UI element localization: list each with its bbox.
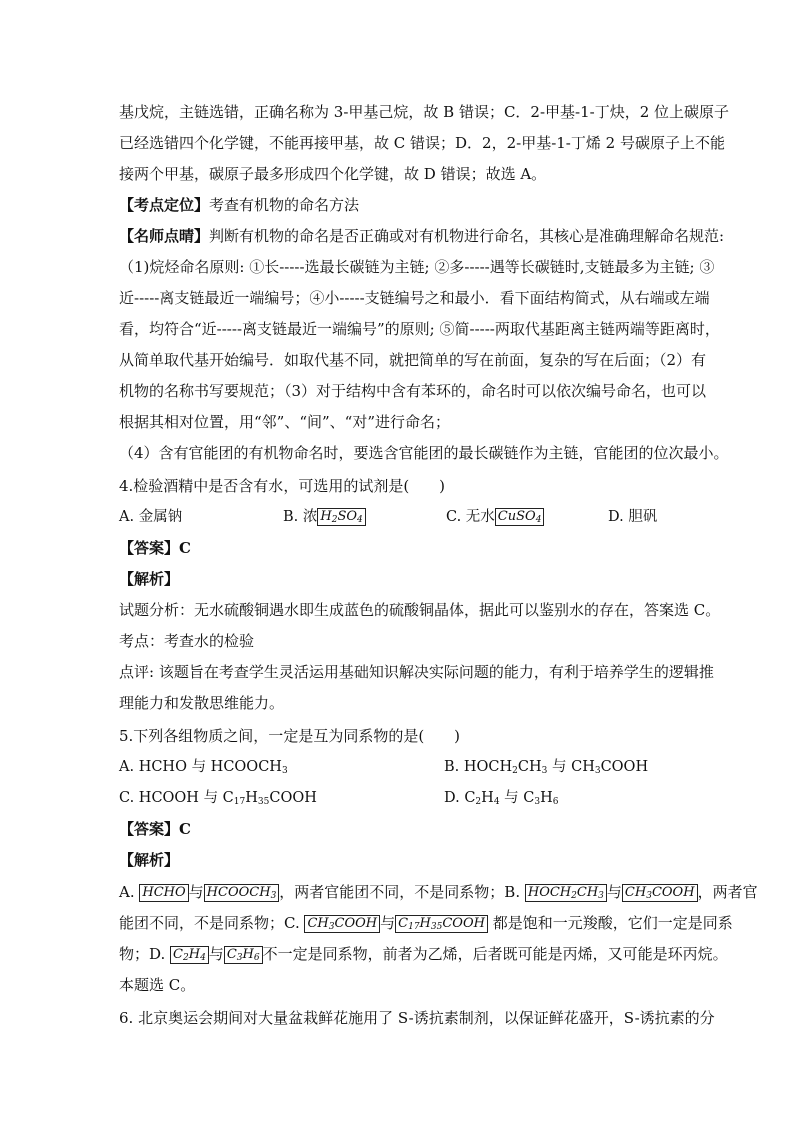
- q4-option-a: A. 金属钠: [119, 509, 183, 525]
- q5-option-d: D. $C_2H_4$ 与 $C_3H_6$: [444, 790, 559, 807]
- question-5-stem: 5.下列各组物质之间，一定是互为同系物的是( ): [119, 727, 461, 745]
- paragraph-line: 理能力和发散思维能力。: [119, 694, 285, 712]
- paragraph-line: 试题分析：无水硫酸铜遇水即生成蓝色的硫酸铜晶体，据此可以鉴别水的存在，答案选 C。: [119, 601, 721, 619]
- question-4-stem: 4.检验酒精中是否含有水，可选用的试剂是( ): [119, 477, 446, 495]
- paragraph-line: 物；D. $C_2H_4$ 与 $C_3H_6$ 不一定是同系物，前者为乙烯，后者既可能是丙烯，又可能是环丙烷。: [119, 945, 728, 963]
- paragraph-line: 根据其相对位置，用“邻”、“间”、“对”进行命名；: [119, 413, 451, 431]
- q4-option-b: B. 浓 $H_2SO_4$: [283, 507, 366, 527]
- paragraph-line: （4）含有官能团的有机物命名时，要选含官能团的最长碳链作为主链，官能团的位次最小。: [119, 444, 729, 462]
- q4-option-c: C. 无水 CuSO$_4$: [446, 507, 544, 527]
- analysis-label: 【解析】: [119, 570, 180, 588]
- paragraph-line: 能团不同，不是同系物；C. $CH_3COOH$ 与 $C_{17}H_{35}COOH$ 都是饱和一元羧酸，它们一定是同系: [119, 914, 733, 932]
- q5-option-b: B. $HOCH_2CH_3$ 与 $CH_3COOH$: [444, 759, 649, 776]
- paragraph-line: 近-----离支链最近一端编号；④小-----支链编号之和最小．看下面结构简式，从右端或左端: [119, 289, 710, 307]
- paragraph-line: 看，均符合“近-----离支链最近一端编号”的原则; ⑤简-----两取代基距离主链两端等距离时，: [119, 320, 720, 338]
- answer-label: 【答案】C: [119, 539, 191, 557]
- paragraph-line: A. HCHO 与 $HCOOCH_3$ ，两者官能团不同，不是同系物；B. $HOCH_2CH_3$ 与 $CH_3COOH$ ，两者官: [119, 883, 758, 901]
- q5-option-a: A. HCHO 与 $HCOOCH_3$: [119, 759, 288, 776]
- question-6-stem: 6. 北京奥运会期间对大量盆栽鲜花施用了 S-诱抗素制剂，以保证鲜花盛开，S-诱抗素的分: [119, 1009, 715, 1027]
- kaodian-line: 【考点定位】考查有机物的命名方法: [119, 196, 360, 214]
- paragraph-line: （1)烷烃命名原则: ①长-----选最长碳链为主链; ②多-----遇等长碳链时,支链最多为主链; ③: [119, 258, 715, 276]
- formula-box: CuSO$_4$: [495, 508, 545, 526]
- analysis-label: 【解析】: [119, 851, 180, 869]
- paragraph-line: 考点：考查水的检验: [119, 632, 255, 650]
- paragraph-line: 基戊烷，主链选错，正确名称为 3-甲基己烷，故 B 错误；C．2-甲基-1-丁炔，2 位上碳原子: [119, 103, 730, 121]
- paragraph-line: 机物的名称书写要规范；（3）对于结构中含有苯环的，命名时可以依次编号命名，也可以: [119, 382, 707, 400]
- paragraph-line: 已经选错四个化学键，不能再接甲基，故 C 错误；D．2，2-甲基-1-丁烯 2 号碳原子上不能: [119, 134, 725, 152]
- paragraph-line: 本题选 C。: [119, 976, 196, 994]
- q5-option-c: C. HCOOH 与 $C_{17}H_{35}COOH$: [119, 790, 317, 807]
- answer-label: 【答案】C: [119, 820, 191, 838]
- formula-box: $H_2SO_4$: [317, 508, 365, 526]
- q4-option-d: D. 胆矾: [608, 509, 658, 525]
- paragraph-line: 点评: 该题旨在考查学生灵活运用基础知识解决实际问题的能力，有利于培养学生的逻辑推: [119, 663, 714, 681]
- paragraph-line: 从简单取代基开始编号．如取代基不同，就把简单的写在前面，复杂的写在后面；（2）有: [119, 351, 707, 369]
- mingshi-line: 【名师点晴】判断有机物的命名是否正确或对有机物进行命名，其核心是准确理解命名规范:: [119, 227, 725, 245]
- paragraph-line: 接两个甲基，碳原子最多形成四个化学键，故 D 错误；故选 A。: [119, 165, 547, 183]
